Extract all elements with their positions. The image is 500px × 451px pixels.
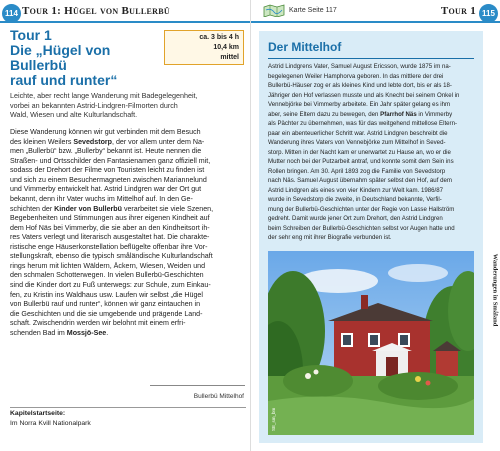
body-line: schaft. Zwischendrin werden wir belohnt mit einem erfri- xyxy=(10,319,186,328)
bold-term: Pfarrhof Näs xyxy=(380,110,417,118)
box-line: Jähriger den Hof verlassen musste und als Knecht bei seinem Onkel in xyxy=(268,91,460,99)
body-line: und Vimmerby entwickelt hat. Astrid Lindgren war der Ort gut xyxy=(10,185,202,194)
tour-title-line: rauf und runter“ xyxy=(10,72,118,88)
body-line: sodass der Drehort der Filme von Touristen leicht zu finden ist xyxy=(10,166,205,175)
body-line: des kleinen Weilers Sevedstorp, der vor allem unter dem Na- xyxy=(10,137,205,146)
tour-difficulty: mittel xyxy=(220,54,239,61)
note-rule xyxy=(150,385,245,386)
info-box-mittelhof xyxy=(259,31,483,443)
chapter-value: Im Norra Kvill Nationalpark xyxy=(10,420,91,427)
body-line: Straßen- und Ortsschilder den Fantasienamen ganz offiziell mit, xyxy=(10,156,211,165)
tour-duration: ca. 3 bis 4 h xyxy=(199,34,239,41)
body-line: Diese Wanderung können wir gut verbinden mit dem Besuch xyxy=(10,128,201,136)
map-reference: Karte Seite 117 xyxy=(289,7,337,14)
box-line: Astrid Lindgren als eines von vier Kindern zur Welt kam. 1986/87 xyxy=(268,186,444,194)
body-line: fen, zu Kristin ins Waldhaus usw. Laufen wir selbst „die Hügel xyxy=(10,290,203,299)
body-line: dem Hof Näs bei Vimmerby, die sie aber an den Kindheitsort ih- xyxy=(10,223,210,232)
photo-credit: SE_sm_bm xyxy=(271,407,276,431)
tour-info-box xyxy=(164,30,244,65)
body-line: von Bullerbü rauf und runter“, können wir ganz eintauchen in xyxy=(10,300,201,309)
page-number-right: 115 xyxy=(479,4,498,23)
box-line: wurde in Sevedstorp die zweite, in Deutschland bekannte, Verfil- xyxy=(268,196,442,203)
header-rule-right xyxy=(251,21,500,23)
body-line: schenden Bad im Mossjö-See. xyxy=(10,328,109,337)
box-line: Bullerbü-Häuser zog er als kleines Kind und lebte dort, bis er als 18- xyxy=(268,82,452,89)
body-line: schichten der Kinder von Bullerbü verarbeitet sie viele Szenen, xyxy=(10,204,214,213)
bold-term: Kinder von Bullerbü xyxy=(54,204,122,213)
tour-body-text xyxy=(10,128,246,338)
box-line: nach Näs. Samuel August übernahm später selbst den Hof, auf dem xyxy=(268,177,452,184)
box-line: storp. Mitten in der Nacht kam er unerwartet zu Hause an, wo er die xyxy=(268,148,451,156)
body-line: Begebenheiten und Stimmungen aus ihrer eigenen Kindheit auf xyxy=(10,214,210,223)
chapter-label: Kapitelstartseite: xyxy=(10,410,66,417)
box-line: Wanderung ihres Vaters von Vennebjörke zum Mittelhof in Seved- xyxy=(268,139,446,146)
running-header-left: Tour 1: Hügel von Bullerbü xyxy=(22,5,170,17)
running-header-right: Tour 1 xyxy=(440,5,476,17)
box-line: beim Schreiben der Bullerbü-Geschichten selbst vor Augen hatte und xyxy=(268,224,455,232)
tour-title-line: Die „Hügel von Bullerbü xyxy=(10,42,111,73)
body-line: stellungskraft, ebenso die typisch småländische Kulturlandschaft xyxy=(10,252,213,261)
box-title: Der Mittelhof xyxy=(268,40,342,54)
intro-line: vorbei an bekannten Astrid-Lindgren-Filmorten durch xyxy=(10,100,178,110)
chapter-rule xyxy=(10,407,246,408)
side-tab xyxy=(489,200,500,380)
body-line: den schmalen Schotterwegen. In vielen Bullerbü-Geschichten xyxy=(10,271,204,280)
box-line: als Pächter zu übernehmen, was für das weitgehend mittellose Eltern- xyxy=(268,120,458,127)
tour-intro xyxy=(10,91,246,120)
right-page xyxy=(251,0,500,451)
intro-line: Leichte, aber recht lange Wanderung mit Badegelegenheit, xyxy=(10,91,198,100)
tour-title-line: Tour 1 xyxy=(10,27,52,43)
box-line: paar ein abenteuerlicher Schritt war. Astrid Lindgren beschreibt die xyxy=(268,129,448,137)
body-line: sind die Kinder dort zu Fuß unterwegs: zur Schule, zum Einkau- xyxy=(10,281,211,289)
body-line: ristische enge Häuserkonstellation beflügelte offenbar ihre Vor- xyxy=(10,242,208,251)
box-line: begelegenen Weiler Hamphorva geboren. In das mittlere der drei xyxy=(268,72,444,80)
intro-line: Wald, Wiesen und alte Kulturlandschaft. xyxy=(10,110,138,120)
box-body-text xyxy=(268,62,474,243)
mittelhof-photo xyxy=(268,251,474,435)
body-line: rings herum mit lichten Wäldern, Äckern, Wiesen, Weiden und xyxy=(10,261,206,270)
box-line: Rollen bringen. Am 30. April 1893 zog die Familie von Sevedstorp xyxy=(268,167,446,175)
box-title-rule xyxy=(268,58,474,59)
mittelhof-photo-illustration xyxy=(268,251,474,435)
body-line: bekannt, denn ihr Vater wuchs im Mittelhof auf. In den Ge- xyxy=(10,194,193,203)
body-line: die Geschichten und die sie umgebende und prägende Land- xyxy=(10,309,203,318)
note-text: Bullerbü Mittelhof xyxy=(193,393,244,400)
bold-term: Sevedstorp xyxy=(73,137,112,146)
box-line: aber, seine Eltern dazu zu bewegen, den Pfarrhof Näs in Vimmerby xyxy=(268,110,453,118)
tour-distance: 10,4 km xyxy=(213,44,239,51)
side-tab-label: Wanderungen in Småland xyxy=(491,253,498,327)
body-line: res Vaters verlegt und literarisch ausgestaltet hat. Die charakte- xyxy=(10,233,210,242)
body-line: men „Bullerbü“ bzw. „Bullerby“ bekannt ist. Heute nennen die xyxy=(10,147,202,156)
box-line: Mutter noch bei der Putzarbeit antraf, und konnte somit dem Sein ins xyxy=(268,158,454,165)
box-line: gedreht. Damit wurde jener Ort zum Drehort, den Astrid Lindgren xyxy=(268,215,443,222)
box-line: der sehr eng mit ihrer Biografie verbunden ist. xyxy=(268,234,392,241)
header-rule-left xyxy=(0,21,250,23)
box-line: Vennebjörke bei Vimmerby arbeitete. Ein Jahr später gelang es ihm xyxy=(268,101,451,108)
tour-title xyxy=(10,28,160,88)
page-number-left: 114 xyxy=(2,4,21,23)
box-line: Astrid Lindgrens Vater, Samuel August Ericsson, wurde 1875 im na- xyxy=(268,63,451,70)
body-line: und sich zu einem Besuchermagneten zwischen Mariannelund xyxy=(10,175,207,184)
box-line: mung der Bullerbü-Geschichten unter der Regie von Lasse Hallström xyxy=(268,205,455,213)
map-icon xyxy=(263,4,285,17)
bold-term: Mossjö-See xyxy=(66,328,107,337)
